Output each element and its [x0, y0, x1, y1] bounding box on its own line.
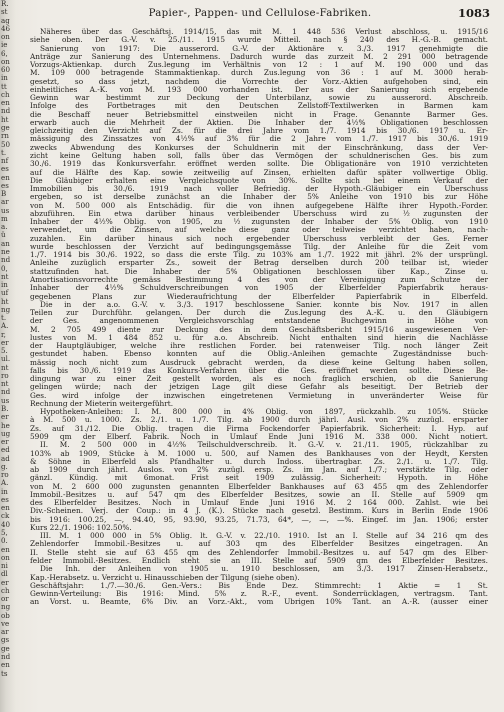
text-line: Die in der a.o. G.-V. v. 3./3. 1917 beschlossene Sanier. konnte bis Nov. 1917 in allen — [40, 300, 488, 309]
margin-fragment: en — [1, 503, 10, 513]
running-title: Papier-, Pappen- und Cellulose-Fabriken. — [148, 8, 372, 19]
margin-fragment: on — [1, 32, 10, 42]
margin-fragment: or — [1, 594, 9, 604]
text-line: einheitliches A.-K. von M. 193 000 vorhanden ist. Der aus der Sanierung sich ergebende — [30, 85, 488, 94]
text-line: Anleihe zuzüglich ersparter Zs., soweit der Betrag derselben durch 200 teilbar ist, wieder — [30, 259, 488, 268]
text-line: Zs. auf 31./12. Die Oblig. tragen die Firma Fockendorfer Papierfabrik. Sicherheit: I. Hyp. auf — [30, 424, 488, 433]
margin-fragment: he — [1, 420, 10, 430]
text-line: gleichzeitig den Verzicht auf Zs. für die drei Jahre vom 1./7. 1914 bis 30./6. 1917 u. Er- — [30, 127, 488, 136]
text-line: lustes von M. 1 484 852 u. für a.o. Abschreib. Nicht enthalten sind hierin die Nachlässe — [30, 333, 488, 342]
text-line: der Ges. angenommenen Vergleichsvorschlag entstandene Buchgewinn in Höhe von — [30, 317, 488, 326]
text-line: Div.-Scheinen. Verj. der Coup.: in 4 J. (K.). Stücke nach gesetzl. Bestimm. Kurs in Berlin Ende 1906 — [30, 507, 488, 516]
text-line: Die Inh. der Anleihen von 1905 u. 1910 beschlossen, am 3./3. 1917 Zinsen-Herabsetz., — [40, 565, 488, 574]
margin-fragment: on — [1, 552, 10, 562]
page-header — [28, 8, 492, 24]
margin-fragment: A. — [1, 321, 9, 331]
text-line: Sanierung von 1917: Die ausserord. G.-V. der Aktionäre v. 3./3. 1917 genehmigte die — [40, 44, 488, 53]
margin-fragment: R. — [1, 0, 9, 8]
margin-fragment: nd — [1, 651, 11, 661]
text-line: der Hauptgläubiger, welche ihre restlichen Forder. bei ratenweiser Tilg. noch länger Zeit — [30, 342, 488, 351]
text-line: Vorzugs-Aktienkap. durch Zus.legung im Verhältnis von 12 : 1 auf M. 190 000 und das — [30, 61, 488, 70]
text-line: 5909 qm der Elberf. Fabrik. Noch in Umlauf Ende Juni 1916 M. 338 000. Nicht notiert. — [30, 433, 488, 442]
text-line: bis 1916: 100.25, —, 94.40, 95, 93.90, 93.25, 71.73, 64*, —, —, —%. Eingef. im Jan. 1906; erster — [30, 515, 488, 524]
margin-fragment: in — [1, 73, 8, 83]
text-line: ergeben, so ist derselbe zunächst an die Inhaber der 5% Anleihe von 1910 bis zur Höhe — [30, 193, 488, 202]
text-line: zicht keine Geltung haben soll, falls über das Vermögen der schuldnerischen Ges. bis zum — [30, 151, 488, 160]
margin-fragment: ed — [1, 445, 10, 455]
text-line: auf die Hälfte des Kap. sowie zeitweilig auf Zinsen, erhielten dafür später vollwertige Oblig. — [30, 168, 488, 177]
text-line: 1./7. 1914 bis 30./6. 1922, so dass die erste Tilg. zu 103% am 1./7. 1922 mit jährl. 2% der ursprüngl. — [30, 251, 488, 260]
text-line: Amortisationsvorrechte gemäss Bestimmung 4 des von der Vereinigung zum Schutze der — [30, 275, 488, 284]
text-line: abzuführen. Ein etwa darüber hinaus verbleibender Überschuss wird zu ½ zugunsten der — [30, 209, 488, 218]
margin-fragment: ag — [1, 15, 10, 25]
margin-fragment: er — [1, 437, 9, 447]
text-line: falls bis 30./6. 1919 das Konkurs-Verfahren über die Ges. eröffnet werden sollte. Diese Be- — [30, 366, 488, 375]
text-line: mässigung des Zinssatzes von 4½% auf 3% für die 2 Jahre vom 1./7. 1917 bis 30./6. 1919 — [30, 135, 488, 144]
margin-fragment: B. — [1, 404, 9, 414]
margin-fragment: st — [1, 7, 8, 17]
text-line: à M. 500 u. 1000. Zs. 2./1. u. 1./7. Tilg. ab 1900 durch jährl. Ausl. von 2% zuzügl. ersparter — [30, 416, 488, 425]
margin-fragment: er — [1, 412, 9, 422]
margin-fragment: dl — [1, 569, 8, 579]
margin-fragment: ie — [1, 40, 8, 50]
text-line: zwecks Abwendung des Konkurses der Schuldnerin mit der Einschränkung, dass der Ver- — [30, 143, 488, 152]
margin-fragment: er — [1, 577, 9, 587]
margin-fragment: ad — [1, 453, 10, 463]
text-line: siehe oben. Der G.-V. v. 25./11. 1915 wurde Mitteil. nach § 240 des H.-G.-B. gemacht. — [30, 36, 488, 45]
text-line: Ges. wird infolge der inzwischen eingetretenen Vermietung in unveränderter Weise für — [30, 391, 488, 400]
margin-fragment: ob — [1, 610, 10, 620]
text-line: gestundet haben. Ebenso konnten auf die Oblig.-Anleihen gemachte Zugeständnisse buch- — [30, 350, 488, 359]
text-line: II. Stelle steht sie auf 63 455 qm des Zehlendorfer Immobil.-Besitzes u. auf 547 qm des Elber- — [30, 548, 488, 557]
margin-fragment: nd — [1, 255, 11, 265]
text-line: Rechnung der Mieterin weitergeführt. — [30, 399, 174, 408]
margin-fragment: nd — [1, 387, 11, 397]
text-line: Geschäftsjahr: 1./7.—30./6. Gen.-Vers.: Bis Ende Dez. Stimmrecht: 1 Aktie = 1 St. — [30, 581, 488, 590]
text-line: Anträge zur Sanierung des Unternehmens. Dadurch wurde das zurzeit M. 2 291 000 betragende — [30, 52, 488, 61]
margin-fragment: m — [1, 213, 8, 223]
margin-fragment: A. — [1, 478, 9, 488]
margin-fragment: an — [1, 238, 10, 248]
page-number: 1083 — [457, 6, 490, 20]
margin-fragment: ge — [1, 643, 10, 653]
text-line: mässig noch nicht zum Ausdruck gebracht werden, da diese keine Geltung haben sollen, — [30, 358, 488, 367]
text-line: Teilen zur Durchführ. gelangen. Der durch die Zus.legung des A.-K. u. den Gläubigern — [30, 309, 488, 318]
margin-fragment: ck — [1, 511, 10, 521]
margin-fragment: en — [1, 660, 10, 670]
text-line: felder Immobil.-Besitzes. Endlich steht sie an III. Stelle auf 5909 qm des Elberfelder Besitzes. — [30, 557, 488, 565]
margin-fragment: in — [1, 280, 8, 290]
margin-fragment: gs — [1, 635, 10, 645]
margin-fragment: 5, — [1, 528, 8, 537]
margin-fragment: 40 — [1, 519, 11, 529]
text-line: gegebenen Plans zur Wiederaufrichtung der Elberfelder Papierfabrik in Elberfeld. — [30, 292, 488, 301]
text-line: Immobil.-Besitzes u. auf 547 qm des Elberfelder Besitzes, sowie an II. Stelle auf 5909 qm — [30, 490, 488, 499]
text-line: Die Gläubiger erhalten eine Vergleichsquote von 30%. Sollte sich bei einem Verkauf der — [30, 176, 488, 185]
text-line: Hypotheken-Anleihen: I. M. 800 000 in 4% Oblig. von 1897, rückzahlb. zu 105%. Stücke — [40, 408, 488, 417]
margin-fragment: 6, — [1, 48, 8, 58]
margin-fragment: en — [1, 98, 10, 108]
margin-fragment: ro — [1, 470, 9, 480]
margin-fragment: B — [1, 189, 7, 199]
margin-fragment: 0, — [1, 263, 8, 273]
margin-fragment: a. — [1, 222, 8, 232]
text-line: von M. 2 600 000 zugunsten genannten Elberfelder Bankhauses auf 63 455 qm des Zehlendorfer — [30, 482, 488, 491]
text-line: Infolge des Fortbetrages mit den Deutschen Zellstoff-Textilwerken in Barmen kam — [30, 102, 488, 111]
text-line: gänzl. Kündig. mit 6monat. Frist seit 1909 zulässig. Sicherheit: Hypoth. in Höhe — [30, 474, 488, 483]
text-line: Inhaber der 4½% Oblig. von 1905, zu ½ zugunsten der Inhaber der 5% Oblig. von 1910 — [30, 218, 488, 227]
margin-fragment: ts — [1, 668, 8, 678]
text-line: ab 1909 durch jährl. Auslos. von 2% zuzügl. ersp. Zs. im Jan. auf 1./7.; verstärkte Tilg. oder — [30, 466, 488, 475]
text-line: Gewinn war bestimmt zur Deckung der Unterbilanz, sowie zu ausserord. Abschreib. — [30, 94, 488, 103]
margin-fragment: ge — [1, 122, 10, 132]
text-line: von M. 500 000 als Entschädig. für die von ihnen aufgegebene Hälfte ihrer Hypoth.-Forder. — [30, 201, 488, 210]
text-line: III. M. 1 000 000 in 5% Oblig. lt. G.-V. v. 22./10. 1910. Ist an I. Stelle auf 34 216 qm des — [40, 532, 488, 541]
margin-fragment: ng — [1, 602, 11, 612]
text-line: an Vorst. u. Beamte, 6% Div. an Vorz.-Akt., vom Übrigen 10% Tant. an A.-R. (ausser einer — [30, 598, 488, 607]
text-line: verwendet, um die Zinsen, auf welche diese ganz oder teilweise verzichtet haben, nach- — [30, 226, 488, 235]
margin-fragment: t. — [1, 147, 7, 157]
margin-fragment: 46 — [1, 23, 11, 33]
margin-fragment: nd — [1, 106, 11, 116]
margin-fragment: ch — [1, 585, 10, 595]
margin-fragment: rn — [1, 131, 9, 141]
margin-fragment: er — [1, 337, 9, 347]
margin-fragment: ar — [1, 197, 9, 207]
margin-fragment: ht — [1, 114, 9, 124]
text-line: Zehlendorfer Immobil.-Besitzes u. auf 303 qm des Elberfelder Besitzes eingetragen. An — [30, 540, 488, 549]
margin-fragment: ne — [1, 246, 10, 256]
margin-fragment: ug — [1, 428, 11, 438]
margin-fragment: ü — [1, 230, 6, 240]
text-line: Kap.-Herabsetz. u. Verzicht u. Hinausschieben der Tilgung (siehe oben). — [30, 573, 300, 582]
margin-fragment: in — [1, 486, 8, 496]
margin-fragment: ni — [1, 561, 8, 571]
text-line: stattzufinden hat. Die Inhaber der 5% Obligationen beschlossen über Kap., Zinse u. — [30, 267, 488, 276]
margin-fragment: 50 — [1, 139, 11, 149]
text-line: dingung war zu einer Zeit gestellt worden, als es noch fraglich erschien, ob die Sanierung — [30, 375, 488, 384]
text-line: 30./6. 1919 das Konkursverfahr. eröffnet werden sollte. Die Obligationäre von 1910 verzichteten — [30, 160, 488, 169]
text-line: gelingen würde; nach der jetzigen Lage gilt diese Gefahr als beseitigt. Der Betrieb der — [30, 383, 488, 392]
margin-fragment: g. — [1, 461, 8, 471]
margin-fragment: nf — [1, 156, 9, 166]
margin-fragment: es — [1, 164, 9, 174]
margin-fragment: nt — [1, 362, 9, 372]
margin-fragment: 60 — [1, 65, 11, 75]
text-line: Immobilien bis 30./6. 1919 nach voller Befriedig. der Hypoth.-Gläubiger ein Überschuss — [30, 185, 488, 194]
margin-fragment: on — [1, 56, 10, 66]
text-line: M. 2 705 499 diente zur Deckung des in dem Geschäftsbericht 1915/16 ausgewiesenen Ver- — [30, 325, 488, 334]
margin-fragment: ng — [1, 304, 11, 314]
text-line: des Elberfelder Besitzes. Noch in Umlauf Ende Juni 1916 M. 2 164 000. Zahlst. wie bei — [30, 499, 488, 508]
margin-fragment: us — [1, 395, 10, 405]
text-line: Gewinn-Verteilung: Bis 1916: Mind. 5% z. R.-F., event. Sonderrücklagen, vertragsm. Tant. — [30, 590, 488, 599]
text-line: Näheres über das Geschäftsj. 1914/15, das mit M. 1 448 536 Verlust abschloss, u. 1915/16 — [40, 28, 488, 36]
margin-fragment: 5. — [1, 346, 8, 356]
margin-fragment: ht — [1, 296, 9, 306]
margin-fragment: r, — [1, 329, 6, 339]
text-line: erwarb auch die Mehrheit der Aktien. Die Inhaber der 4½% Obligationen beschlossen — [30, 118, 488, 127]
text-line: II. M. 2 500 000 in 4½% Teilschuldverschreib. lt. G.-V. v. 21./11. 1905, rückzahlbar zu — [40, 441, 488, 450]
margin-fragment: tt — [1, 81, 7, 91]
margin-fragment: uf — [1, 288, 9, 298]
text-line: wurde beschlossen der Verzicht auf bedingungsgemässe Tilg. der Anleihe für die Zeit vom — [30, 242, 488, 251]
margin-fragment: ve — [1, 618, 10, 628]
margin-fragment: en — [1, 172, 10, 182]
margin-fragment: us — [1, 205, 10, 215]
left-margin-fragments — [0, 0, 22, 712]
text-line: Kurs 22./1. 1906: 102.50%. — [30, 523, 132, 532]
margin-fragment: es — [1, 494, 9, 504]
margin-fragment: en — [1, 544, 10, 554]
text-line: zuzahlen. Ein darüber hinaus sich noch ergebender Überschuss verbleibt der Ges. Ferner — [30, 234, 488, 243]
text-line: gesetzt, so dass jetzt, nachdem die Vorrechte der Vorz.-Aktien aufgehoben sind, ein — [30, 77, 488, 86]
margin-fragment: ul. — [1, 354, 11, 364]
text-line: 103% ab 1909, Stücke à M. 1000 u. 500, auf Namen des Bankhauses von der Heydt, Kersten — [30, 449, 488, 458]
text-line: M. 109 000 betragende Stammaktienkap. durch Zus.legung von 36 : 1 auf M. 3000 herab- — [30, 69, 488, 78]
margin-fragment: nt — [1, 271, 9, 281]
margin-fragment: es — [1, 180, 9, 190]
text-line: Inhaber der 4½% Schuldverschreibungen von 1905 der Elberfelder Papierfabrik heraus- — [30, 284, 488, 293]
margin-fragment: ar — [1, 627, 9, 637]
margin-fragment: t. — [1, 313, 7, 323]
margin-fragment: nt — [1, 379, 9, 389]
text-column — [30, 28, 488, 708]
margin-fragment: 0. — [1, 536, 8, 546]
margin-fragment: ch — [1, 89, 10, 99]
text-line: die Beschaff neuer Betriebsmittel einstweilen nicht in Frage. Genannte Barmer Ges. — [30, 110, 488, 119]
margin-fragment: ro — [1, 370, 9, 380]
text-line: & Söhne in Elberfeld als Pfandhalter u. durch Indoss. übertragbar. Zs. 2./1. u. 1./7. Tilg. — [30, 457, 488, 466]
